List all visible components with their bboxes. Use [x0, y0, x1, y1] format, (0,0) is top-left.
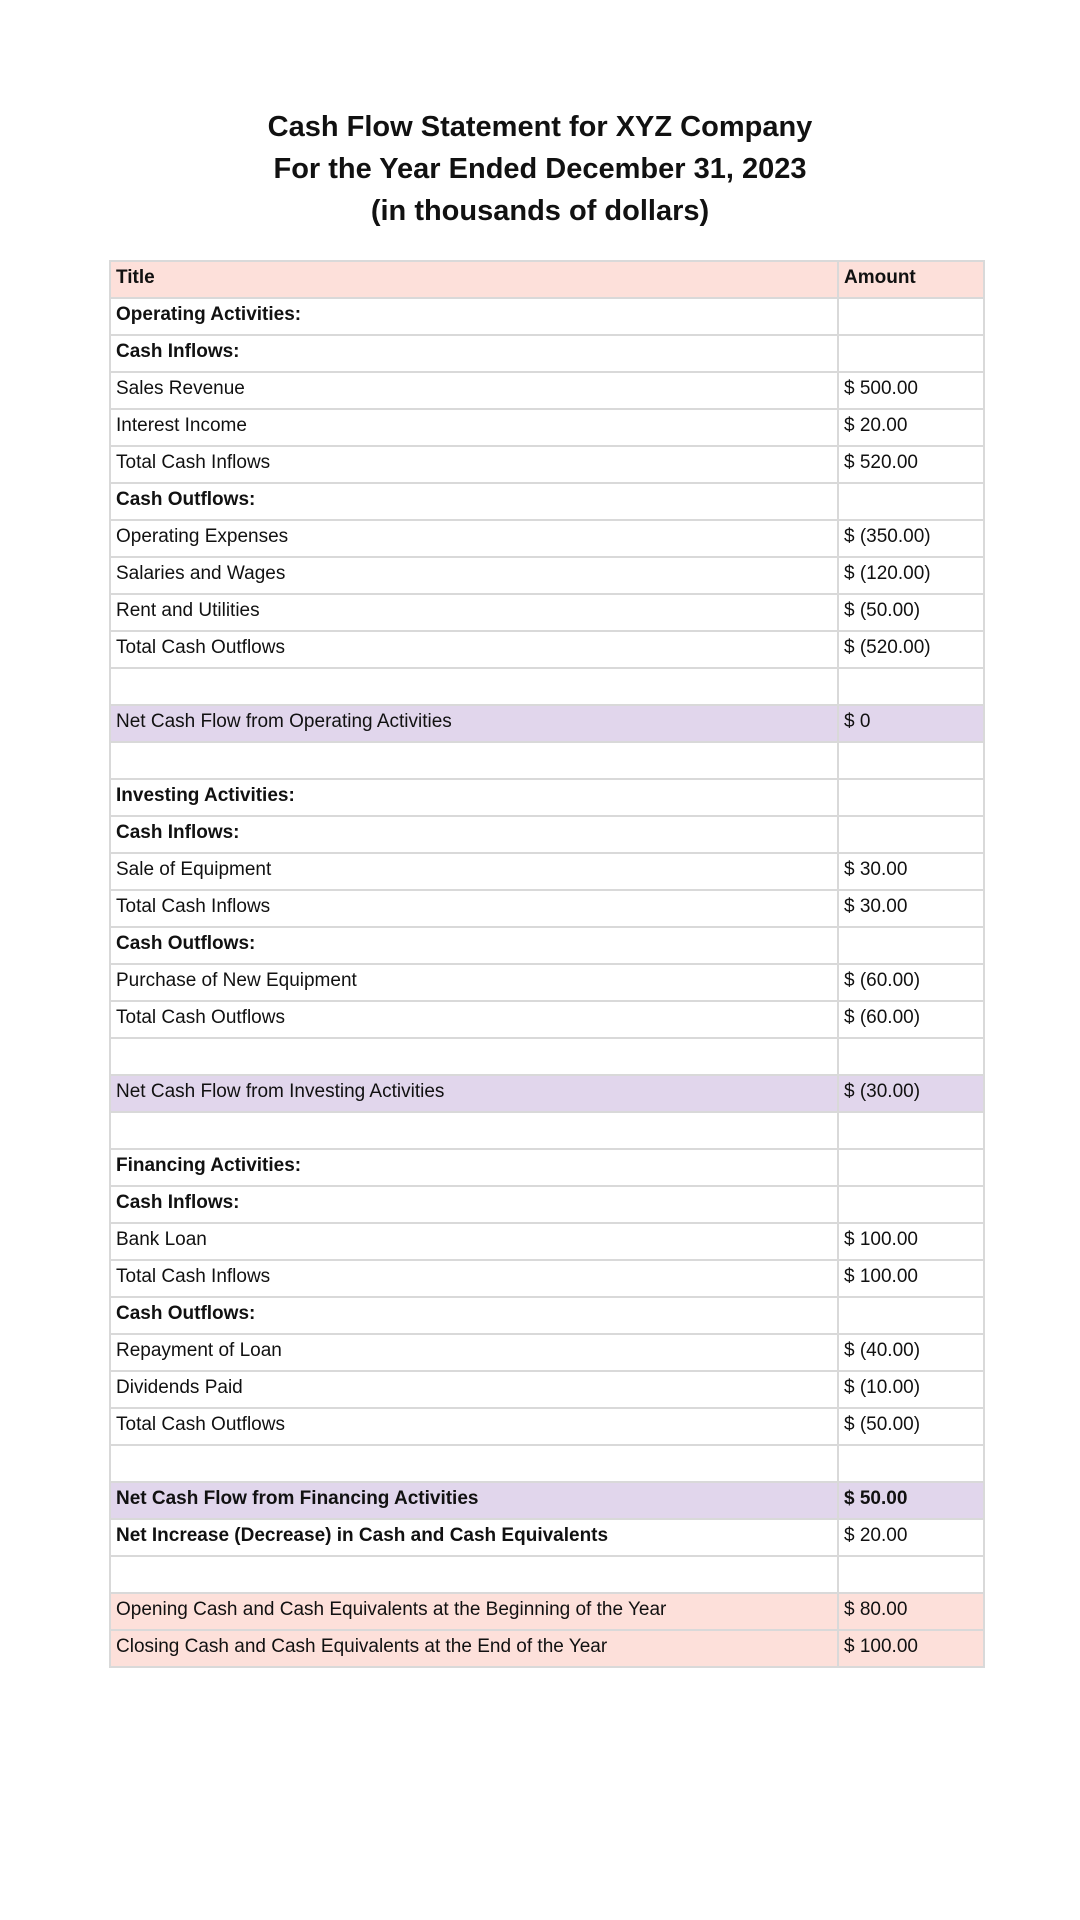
row-label: Total Cash Inflows — [110, 1260, 838, 1297]
row-amount — [838, 335, 984, 372]
table-row — [110, 1260, 984, 1297]
table-row — [110, 1371, 984, 1408]
table-row — [110, 631, 984, 668]
table-row — [110, 1556, 984, 1593]
table-row — [110, 1149, 984, 1186]
row-label: Cash Inflows: — [110, 1186, 838, 1223]
row-amount: $ (50.00) — [838, 1408, 984, 1445]
row-amount — [838, 816, 984, 853]
table-row — [110, 1593, 984, 1630]
row-amount: $ (520.00) — [838, 631, 984, 668]
table-row — [110, 668, 984, 705]
row-amount: $ 100.00 — [838, 1630, 984, 1667]
row-label: Purchase of New Equipment — [110, 964, 838, 1001]
row-amount — [838, 1038, 984, 1075]
row-amount: $ 50.00 — [838, 1482, 984, 1519]
table-row — [110, 520, 984, 557]
row-amount: $ (350.00) — [838, 520, 984, 557]
row-label: Cash Outflows: — [110, 483, 838, 520]
row-amount: $ 30.00 — [838, 890, 984, 927]
table-row — [110, 1112, 984, 1149]
table-row — [110, 779, 984, 816]
row-amount: $ 500.00 — [838, 372, 984, 409]
table-row — [110, 557, 984, 594]
table-row — [110, 1001, 984, 1038]
table-row — [110, 594, 984, 631]
row-label: Interest Income — [110, 409, 838, 446]
row-label: Net Cash Flow from Operating Activities — [110, 705, 838, 742]
title-line-period: For the Year Ended December 31, 2023 — [273, 153, 807, 185]
row-label: Financing Activities: — [110, 1149, 838, 1186]
row-label: Cash Outflows: — [110, 1297, 838, 1334]
row-label: Cash Inflows: — [110, 335, 838, 372]
table-row — [110, 298, 984, 335]
row-amount — [838, 1297, 984, 1334]
row-label — [110, 1445, 838, 1482]
row-label — [110, 1556, 838, 1593]
table-row — [110, 409, 984, 446]
table-row — [110, 1223, 984, 1260]
row-amount: $ 520.00 — [838, 446, 984, 483]
table-row — [110, 483, 984, 520]
row-label — [110, 742, 838, 779]
row-label: Dividends Paid — [110, 1371, 838, 1408]
row-label: Total Cash Inflows — [110, 890, 838, 927]
row-amount: $ (50.00) — [838, 594, 984, 631]
document-title — [0, 106, 1080, 232]
header-amount: Amount — [838, 261, 984, 298]
row-amount: $ 0 — [838, 705, 984, 742]
table-row — [110, 927, 984, 964]
table-row — [110, 372, 984, 409]
row-amount — [838, 668, 984, 705]
row-amount — [838, 742, 984, 779]
row-label: Sale of Equipment — [110, 853, 838, 890]
table-row — [110, 742, 984, 779]
row-amount — [838, 1112, 984, 1149]
row-label: Sales Revenue — [110, 372, 838, 409]
table-row — [110, 1445, 984, 1482]
table-row — [110, 1482, 984, 1519]
row-label: Closing Cash and Cash Equivalents at the End of the Year — [110, 1630, 838, 1667]
row-label: Total Cash Outflows — [110, 1408, 838, 1445]
row-label: Repayment of Loan — [110, 1334, 838, 1371]
row-amount: $ (40.00) — [838, 1334, 984, 1371]
row-label: Cash Inflows: — [110, 816, 838, 853]
row-label: Net Cash Flow from Financing Activities — [110, 1482, 838, 1519]
header-title: Title — [110, 261, 838, 298]
row-label: Salaries and Wages — [110, 557, 838, 594]
table-header-row — [110, 261, 984, 298]
row-amount: $ (60.00) — [838, 1001, 984, 1038]
row-amount: $ (60.00) — [838, 964, 984, 1001]
row-amount: $ 100.00 — [838, 1260, 984, 1297]
row-label: Total Cash Inflows — [110, 446, 838, 483]
table-row — [110, 1334, 984, 1371]
title-line-company: Cash Flow Statement for XYZ Company — [267, 111, 813, 143]
cash-flow-table-body — [110, 261, 984, 1667]
row-amount: $ (10.00) — [838, 1371, 984, 1408]
table-row — [110, 1408, 984, 1445]
row-label: Bank Loan — [110, 1223, 838, 1260]
row-amount — [838, 483, 984, 520]
row-label: Net Cash Flow from Investing Activities — [110, 1075, 838, 1112]
row-amount: $ (120.00) — [838, 557, 984, 594]
row-amount — [838, 1149, 984, 1186]
row-amount: $ 30.00 — [838, 853, 984, 890]
row-label — [110, 1038, 838, 1075]
cash-flow-table — [109, 260, 985, 1668]
table-row — [110, 1519, 984, 1556]
table-row — [110, 890, 984, 927]
row-amount: $ 80.00 — [838, 1593, 984, 1630]
row-amount: $ (30.00) — [838, 1075, 984, 1112]
row-label: Total Cash Outflows — [110, 1001, 838, 1038]
row-amount — [838, 298, 984, 335]
row-label: Investing Activities: — [110, 779, 838, 816]
row-label: Net Increase (Decrease) in Cash and Cash Equivalents — [110, 1519, 838, 1556]
row-label: Rent and Utilities — [110, 594, 838, 631]
row-label: Operating Expenses — [110, 520, 838, 557]
table-row — [110, 446, 984, 483]
table-row — [110, 1630, 984, 1667]
row-amount — [838, 1556, 984, 1593]
row-amount — [838, 1186, 984, 1223]
table-row — [110, 1038, 984, 1075]
row-amount: $ 20.00 — [838, 409, 984, 446]
row-amount — [838, 1445, 984, 1482]
row-label: Total Cash Outflows — [110, 631, 838, 668]
row-label: Operating Activities: — [110, 298, 838, 335]
table-row — [110, 1075, 984, 1112]
row-label: Cash Outflows: — [110, 927, 838, 964]
table-row — [110, 705, 984, 742]
row-label — [110, 668, 838, 705]
row-amount — [838, 779, 984, 816]
table-row — [110, 1186, 984, 1223]
row-label: Opening Cash and Cash Equivalents at the Beginning of the Year — [110, 1593, 838, 1630]
table-row — [110, 816, 984, 853]
row-amount: $ 20.00 — [838, 1519, 984, 1556]
title-line-units: (in thousands of dollars) — [370, 195, 710, 227]
row-amount: $ 100.00 — [838, 1223, 984, 1260]
table-row — [110, 1297, 984, 1334]
row-label — [110, 1112, 838, 1149]
row-amount — [838, 927, 984, 964]
table-row — [110, 335, 984, 372]
table-row — [110, 853, 984, 890]
table-row — [110, 964, 984, 1001]
